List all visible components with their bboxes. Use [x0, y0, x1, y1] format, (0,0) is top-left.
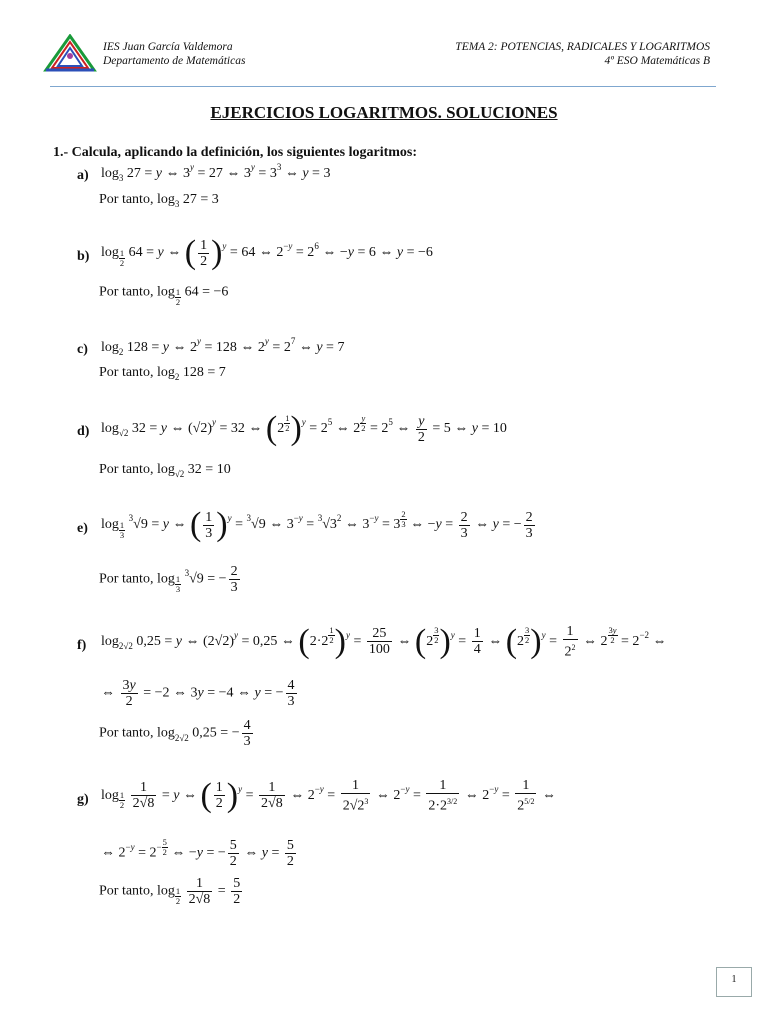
- header-left: [103, 40, 245, 68]
- header-divider: [50, 86, 716, 87]
- result-label: Por tanto,: [99, 571, 154, 587]
- topic-title: TEMA 2: POTENCIAS, RADICALES Y LOGARITMOS: [455, 41, 710, 53]
- item-label-d: d): [77, 424, 90, 439]
- result-label: Por tanto,: [99, 284, 154, 300]
- school-name: IES Juan García Valdemora: [103, 41, 233, 53]
- result-label: Por tanto,: [99, 365, 154, 380]
- result-g: Por tanto, log $_{\frac{1}{2}}$ $\frac{1}{2√8}$ = $\frac{5}{2}$: [99, 876, 241, 907]
- item-label-a: a): [77, 168, 89, 183]
- equation-d: $\log_{√2} 32 = y$ ⇔ $(√2)^y = 32$ ⇔ (2 $^{\frac{1}{2}}$ )$^y = 2^5$ ⇔ 2 $^{\frac{y}{2}}$ = $2^5$ ⇔ $\frac{y}{2}$ = 5 ⇔ y = 10: [101, 410, 507, 447]
- result-c: Por tanto, $\log_2 128 = 7$: [99, 365, 226, 382]
- equation-c: $\log_2 128 = y$ ⇔ $2^y = 128$ ⇔ $2^y = 2^7$ ⇔ y = 7: [101, 336, 345, 357]
- result-f: Por tanto, $\log_{2√2} 0,25$ = − $\frac{4}{3}$: [99, 718, 251, 749]
- result-e: Por tanto, log $_{\frac{1}{3}}$ $^3$√9 = − $\frac{2}{3}$: [99, 564, 238, 595]
- result-label: Por tanto,: [99, 462, 154, 477]
- result-label: Por tanto,: [99, 192, 154, 207]
- page-title: EJERCICIOS LOGARITMOS. SOLUCIONES: [210, 103, 558, 122]
- item-label-b: b): [77, 249, 90, 264]
- result-label: Por tanto,: [99, 883, 154, 899]
- school-logo: [42, 34, 98, 74]
- question-heading: 1.- Calcula, aplicando la definición, los siguientes logaritmos:: [53, 145, 418, 160]
- equation-f-line1: $\log_{2√2} 0,25 = y$ ⇔ $(2√2)^y = 0,25$ ⇔ (2·2 $^{\frac{1}{2}}$ )$^y$ = $\frac{25}{100}$ ⇔ (2 $^{\frac{3}{2}}$ )$^y$ = $\frac{1}{4}$ ⇔ (2 $^{\frac{3}{2}}$ )$^y$ = $\frac{1}{2^2}$ ⇔ 2 $^{\frac{3y}{2}}$ = $2^{-2}$ ⇔: [101, 622, 667, 660]
- equation-f-line2: ⇔ $\frac{3y}{2}$ = −2 ⇔ 3y = −4 ⇔ y = − $\frac{4}{3}$: [101, 678, 295, 709]
- header-right: [455, 40, 710, 68]
- equation-g-line1: log $_{\frac{1}{2}}$ $\frac{1}{2√8}$ = y ⇔ ( $\frac{1}{2}$ )$^y$ = $\frac{1}{2√8}$ ⇔ $2^{-y}$ = $\frac{1}{2√2^3}$ ⇔ $2^{-y}$ = $\frac{1}{2\cdot 2^{3/2}}$ ⇔ $2^{-y}$ = $\frac{1}{2^{5/2}}$ ⇔: [101, 776, 556, 814]
- result-label: Por tanto,: [99, 725, 154, 741]
- equation-b: log $_{\frac{1}{2}}$ 64 = y ⇔ ( $\frac{1}{2}$ )$^y$ = 64 ⇔ $2^{-y} = 2^6$ ⇔ −y = 6 ⇔ y = −6: [101, 234, 433, 271]
- equation-g-line2: ⇔ $2^{-y} = 2^{- \frac{5}{2}}$ ⇔ −y = − $\frac{5}{2}$ ⇔ y = $\frac{5}{2}$: [101, 837, 294, 869]
- item-label-f: f): [77, 638, 87, 653]
- result-b: Por tanto, log $_{\frac{1}{2}}$ 64 = −6: [99, 284, 229, 307]
- course-name: 4º ESO Matemáticas B: [604, 55, 710, 67]
- item-label-g: g): [77, 792, 89, 807]
- page-number: 1: [716, 967, 752, 997]
- result-a: Por tanto, $\log_3 27 = 3$: [99, 192, 219, 209]
- equation-e: log $_{\frac{1}{3}}$ $^3$√9 = y ⇔ ( $\frac{1}{3}$ )$^y$ = $^3$√9 ⇔ $3^{-y} = ^3√3^2$ ⇔ $3^{-y} = 3$ $^{\frac{2}{3}}$ ⇔ −y = $\frac{2}{3}$ ⇔ y = − $\frac{2}{3}$: [101, 506, 533, 543]
- equation-a: $\log_3 27 = y$ ⇔ $3^y = 27$ ⇔ $3^y = 3^3$ ⇔ y = 3: [101, 162, 331, 183]
- item-label-e: e): [77, 521, 88, 536]
- department-name: Departamento de Matemáticas: [103, 55, 246, 67]
- item-label-c: c): [77, 342, 88, 357]
- result-d: Por tanto, $\log_{√2} 32 = 10$: [99, 462, 231, 479]
